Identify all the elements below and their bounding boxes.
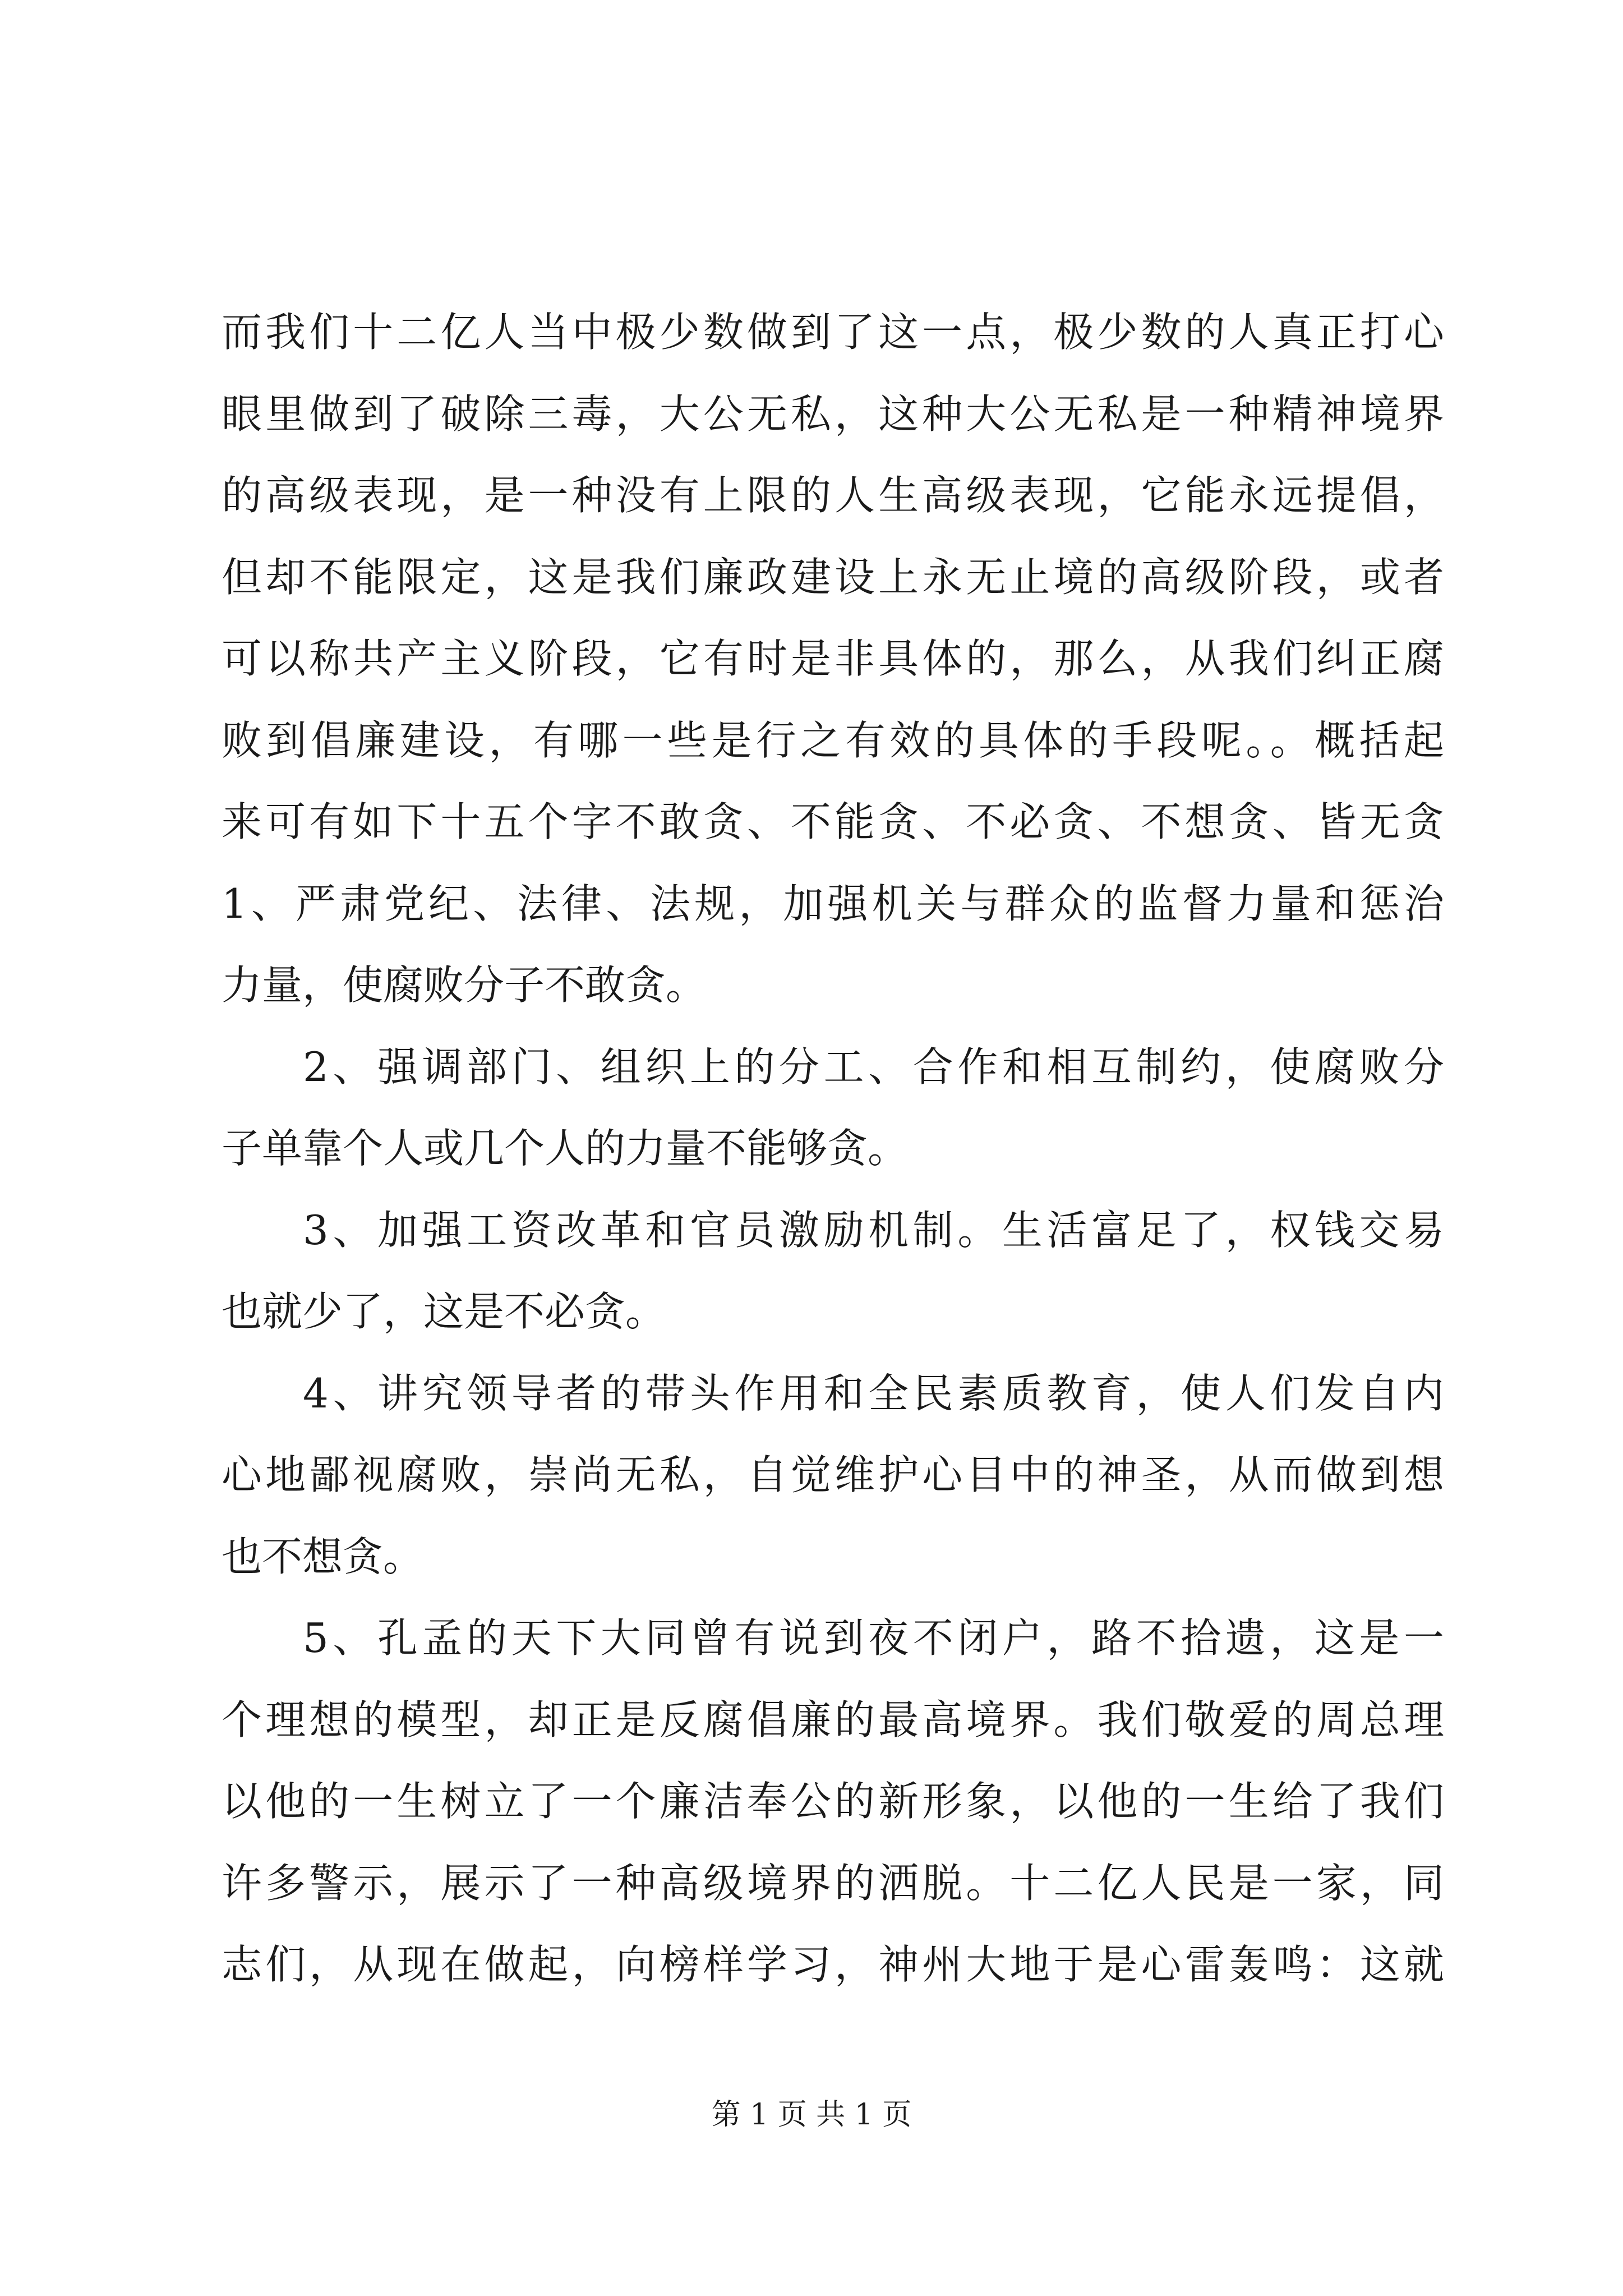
text-line: 的高级表现，是一种没有上限的人生高级表现，它能永远提倡， [222, 472, 1444, 519]
text-line: 子单靠个人或几个人的力量不能够贪。 [222, 1125, 909, 1172]
page-number-footer: 第 1 页 共 1 页 [711, 2098, 912, 2132]
text-line: 而我们十二亿人当中极少数做到了这一点，极少数的人真正打心 [222, 309, 1444, 356]
paragraph-2-start: 2、强调部门、组织上的分工、合作和相互制约，使腐败分 [303, 1043, 1444, 1091]
text-line: 个理想的模型，却正是反腐倡廉的最高境界。我们敬爱的周总理 [222, 1696, 1444, 1743]
text-line: 也不想贪。 [222, 1533, 424, 1580]
text-line: 也就少了，这是不必贪。 [222, 1288, 666, 1335]
text-line: 心地鄙视腐败，崇尚无私，自觉维护心目中的神圣，从而做到想 [222, 1451, 1444, 1498]
text-line: 力量，使腐败分子不敢贪。 [222, 961, 707, 1009]
text-line: 1、严肃党纪、法律、法规，加强机关与群众的监督力量和惩治 [222, 880, 1444, 927]
text-line: 以他的一生树立了一个廉洁奉公的新形象，以他的一生给了我们 [222, 1778, 1444, 1825]
text-line: 来可有如下十五个字不敢贪、不能贪、不必贪、不想贪、皆无贪 [222, 798, 1444, 845]
paragraph-3-start: 3、加强工资改革和官员激励机制。生活富足了，权钱交易 [303, 1206, 1444, 1254]
document-body [222, 292, 1444, 2006]
text-line: 败到倡廉建设，有哪一些是行之有效的具体的手段呢。。概括起 [222, 716, 1444, 764]
paragraph-4-start: 4、讲究领导者的带头作用和全民素质教育，使人们发自内 [303, 1369, 1444, 1417]
text-line: 可以称共产主义阶段，它有时是非具体的，那么，从我们纠正腐 [222, 635, 1444, 682]
text-line: 眼里做到了破除三毒，大公无私，这种大公无私是一种精神境界 [222, 390, 1444, 438]
text-line: 许多警示，展示了一种高级境界的洒脱。十二亿人民是一家，同 [222, 1859, 1444, 1907]
text-line: 但却不能限定，这是我们廉政建设上永无止境的高级阶段，或者 [222, 553, 1444, 601]
text-line: 志们，从现在做起，向榜样学习，神州大地于是心雷轰鸣：这就 [222, 1941, 1444, 1988]
paragraph-5-start: 5、孔孟的天下大同曾有说到夜不闭户，路不拾遗，这是一 [303, 1614, 1444, 1662]
